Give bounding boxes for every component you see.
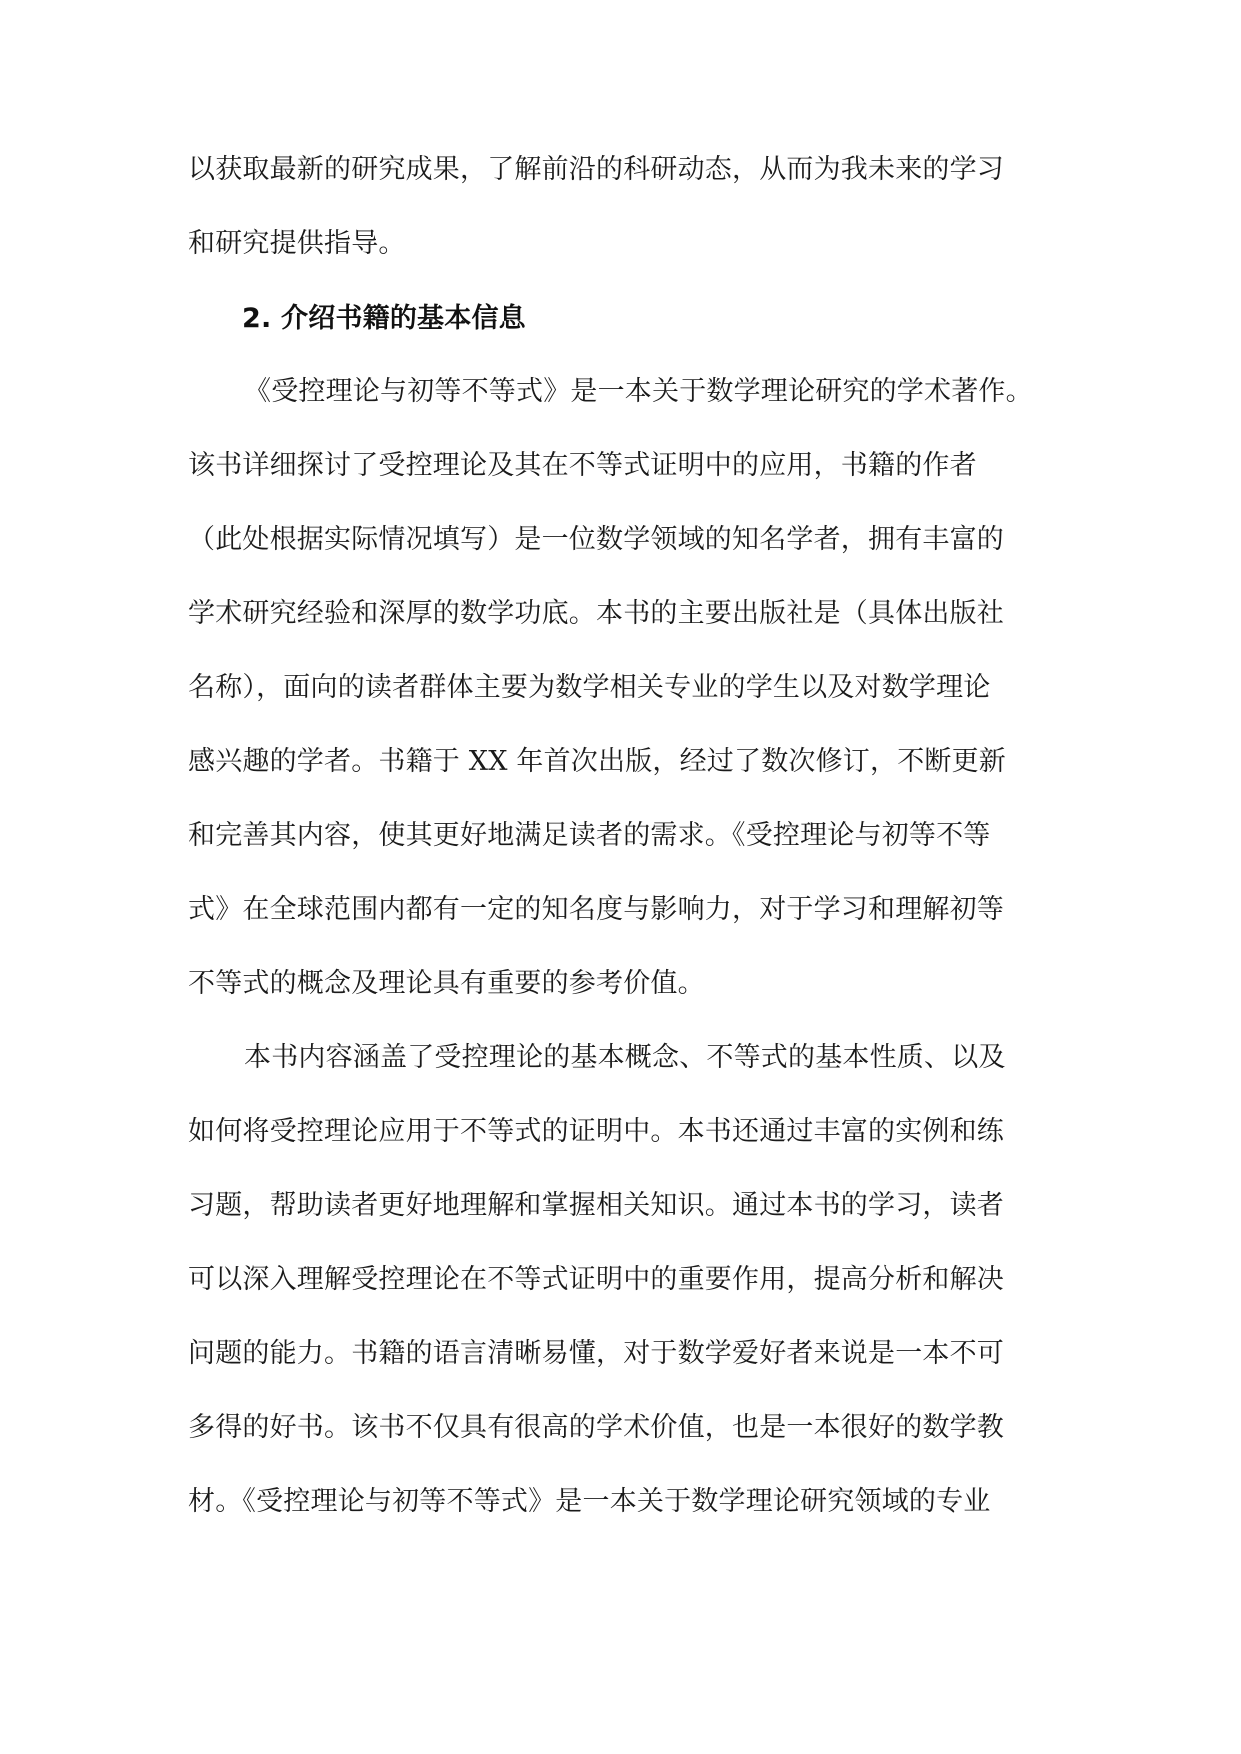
paragraph-2-line: 材。《受控理论与初等不等式》是一本关于数学理论研究领域的专业 [188,1486,991,1517]
paragraph-1-line: 《受控理论与初等不等式》是一本关于数学理论研究的学术著作。 [244,376,1033,407]
paragraph-2-line: 问题的能力。书籍的语言清晰易懂，对于数学爱好者来说是一本不可 [188,1338,1004,1369]
section-heading: 2. 介绍书籍的基本信息 [242,303,526,334]
paragraph-1-line: 该书详细探讨了受控理论及其在不等式证明中的应用，书籍的作者 [188,450,977,481]
paragraph-1-line: 式》在全球范围内都有一定的知名度与影响力，对于学习和理解初等 [188,894,1004,925]
continuation-line: 和研究提供指导。 [188,228,406,259]
paragraph-2-line: 如何将受控理论应用于不等式的证明中。本书还通过丰富的实例和练 [188,1116,1004,1147]
paragraph-1-line: （此处根据实际情况填写）是一位数学领域的知名学者，拥有丰富的 [188,524,1004,555]
paragraph-1-line: 感兴趣的学者。书籍于 XX 年首次出版，经过了数次修订，不断更新 [188,746,1007,777]
paragraph-1-line: 学术研究经验和深厚的数学功底。本书的主要出版社是（具体出版社 [188,598,1004,629]
paragraph-1-line: 不等式的概念及理论具有重要的参考价值。 [188,968,705,999]
paragraph-1-line: 名称），面向的读者群体主要为数学相关专业的学生以及对数学理论 [188,672,991,703]
paragraph-1-line: 和完善其内容，使其更好地满足读者的需求。《受控理论与初等不等 [188,820,991,851]
paragraph-2-line: 习题，帮助读者更好地理解和掌握相关知识。通过本书的学习，读者 [188,1190,1004,1221]
paragraph-2-line: 本书内容涵盖了受控理论的基本概念、不等式的基本性质、以及 [244,1042,1006,1073]
paragraph-2-line: 可以深入理解受控理论在不等式证明中的重要作用，提高分析和解决 [188,1264,1004,1295]
paragraph-2-line: 多得的好书。该书不仅具有很高的学术价值，也是一本很好的数学教 [188,1412,1004,1443]
continuation-line: 以获取最新的研究成果，了解前沿的科研动态，从而为我未来的学习 [188,154,1004,185]
